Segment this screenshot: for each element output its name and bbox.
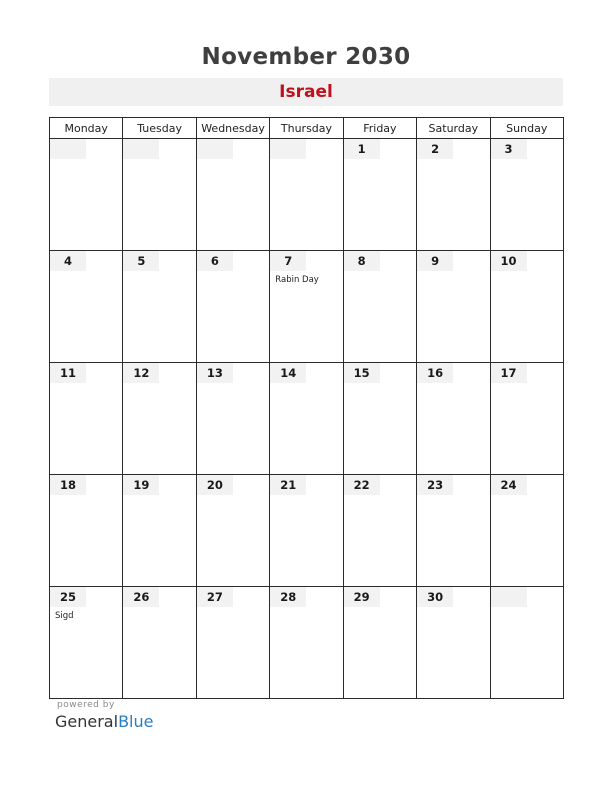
day-cell [417, 139, 490, 251]
brand-name-part2: Blue [118, 712, 154, 731]
day-number: 6 [197, 251, 233, 271]
day-cell [123, 363, 196, 475]
day-number: 29 [344, 587, 380, 607]
day-number: 5 [123, 251, 159, 271]
day-cell [417, 587, 490, 699]
day-cell [123, 139, 196, 251]
day-cell [196, 363, 269, 475]
day-number: 12 [123, 363, 159, 383]
day-cell [123, 587, 196, 699]
day-cell [490, 363, 563, 475]
day-number: 27 [197, 587, 233, 607]
day-number: 23 [417, 475, 453, 495]
day-number [197, 139, 233, 159]
day-number: 13 [197, 363, 233, 383]
day-number: 3 [491, 139, 527, 159]
day-cell [343, 587, 416, 699]
day-number: 18 [50, 475, 86, 495]
calendar-grid [49, 117, 564, 699]
holiday-label: Sigd [55, 611, 74, 621]
day-cell [196, 475, 269, 587]
day-cell [196, 139, 269, 251]
day-number: 25 [50, 587, 86, 607]
day-cell [270, 475, 343, 587]
day-number: 19 [123, 475, 159, 495]
day-number: 20 [197, 475, 233, 495]
day-cell [123, 251, 196, 363]
brand-name-part1: General [55, 712, 119, 731]
day-cell [490, 251, 563, 363]
country-banner [49, 78, 563, 106]
page-title: November 2030 [201, 44, 411, 70]
day-cell [343, 251, 416, 363]
week-row [50, 475, 564, 587]
day-number: 1 [344, 139, 380, 159]
day-cell [196, 587, 269, 699]
day-cell [490, 475, 563, 587]
day-cell [343, 475, 416, 587]
day-cell [123, 475, 196, 587]
day-number: 9 [417, 251, 453, 271]
day-cell [270, 587, 343, 699]
day-cell [417, 475, 490, 587]
weekday-header: Wednesday [196, 118, 269, 139]
holiday-label: Rabin Day [275, 275, 319, 285]
day-number [491, 587, 527, 607]
day-number: 17 [491, 363, 527, 383]
weekday-header: Thursday [270, 118, 343, 139]
weekday-header: Friday [343, 118, 416, 139]
day-cell [490, 587, 563, 699]
day-number: 21 [270, 475, 306, 495]
day-cell [343, 363, 416, 475]
day-cell [490, 139, 563, 251]
brand-logo[interactable] [55, 712, 153, 731]
day-number: 7 [270, 251, 306, 271]
week-row [50, 251, 564, 363]
day-cell [270, 251, 343, 363]
day-number: 22 [344, 475, 380, 495]
weekday-header-row [50, 118, 564, 139]
weekday-header: Saturday [417, 118, 490, 139]
weekday-header: Sunday [490, 118, 563, 139]
week-row [50, 587, 564, 699]
day-cell [417, 363, 490, 475]
day-number: 14 [270, 363, 306, 383]
day-number: 10 [491, 251, 527, 271]
day-number: 2 [417, 139, 453, 159]
country-name: Israel [279, 82, 333, 102]
day-cell [196, 251, 269, 363]
day-cell [50, 363, 123, 475]
day-cell [50, 139, 123, 251]
day-number: 24 [491, 475, 527, 495]
day-number: 30 [417, 587, 453, 607]
day-number [270, 139, 306, 159]
weekday-header: Tuesday [123, 118, 196, 139]
day-cell [270, 139, 343, 251]
day-number [123, 139, 159, 159]
day-cell [50, 475, 123, 587]
day-number: 8 [344, 251, 380, 271]
day-number: 26 [123, 587, 159, 607]
day-number: 15 [344, 363, 380, 383]
day-number: 4 [50, 251, 86, 271]
day-cell [50, 251, 123, 363]
day-cell [270, 363, 343, 475]
day-number: 28 [270, 587, 306, 607]
day-cell [343, 139, 416, 251]
day-cell [50, 587, 123, 699]
powered-by-label: powered by [57, 700, 115, 710]
week-row [50, 139, 564, 251]
day-number: 16 [417, 363, 453, 383]
day-number [50, 139, 86, 159]
week-row [50, 363, 564, 475]
day-cell [417, 251, 490, 363]
day-number: 11 [50, 363, 86, 383]
weekday-header: Monday [50, 118, 123, 139]
